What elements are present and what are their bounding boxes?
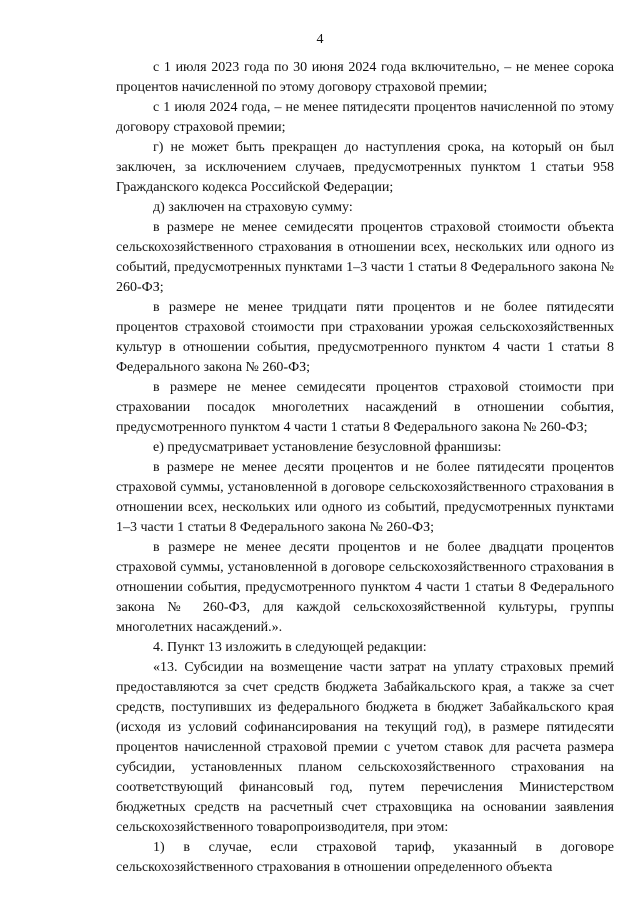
paragraph: в размере не менее десяти процентов и не более пятидесяти процентов страховой суммы, установленной в договоре сельскохозяйственного страхования в отношении всех, нескольких или одного из событий, предусмотренных пунктами 1–3 части 1 статьи 8 Федерального закона № 260-ФЗ; xyxy=(116,460,614,535)
paragraph: в размере не менее семидесяти процентов страховой стоимости объекта сельскохозяйственного страхования в отношении всех, нескольких или одного из событий, предусмотренных пунктами 1–3 части 1 статьи 8 Федерального закона № 260-ФЗ; xyxy=(116,220,614,295)
paragraph: в размере не менее десяти процентов и не более двадцати процентов страховой суммы, установленной в договоре сельскохозяйственного страхования в отношении события, предусмотренного пунктом 4 части 1 статьи 8 Федерального закона № 260-ФЗ, для каждой сельскохозяйственной культуры, группы многолетних насаждений.». xyxy=(116,540,614,635)
paragraph: с 1 июля 2023 года по 30 июня 2024 года включительно, – не менее сорока процентов начисленной по этому договору страховой премии; xyxy=(116,60,614,95)
paragraph: е) предусматривает установление безусловной франшизы: xyxy=(153,440,502,455)
paragraph: 1) в случае, если страховой тариф, указанный в договоре сельскохозяйственного страхования в отношении определенного объекта xyxy=(116,840,614,875)
paragraph: с 1 июля 2024 года, – не менее пятидесяти процентов начисленной по этому договору страховой премии; xyxy=(116,100,614,135)
paragraph: в размере не менее тридцати пяти процентов и не более пятидесяти процентов страховой стоимости при страховании урожая сельскохозяйственных культур в отношении события, предусмотренного пунктом 4 части 1 статьи 8 Федерального закона № 260-ФЗ; xyxy=(116,300,614,375)
paragraph: г) не может быть прекращен до наступления срока, на который он был заключен, за исключением случаев, предусмотренных пунктом 1 статьи 958 Гражданского кодекса Российской Федерации; xyxy=(116,140,614,195)
paragraph: 4. Пункт 13 изложить в следующей редакции: xyxy=(153,640,427,655)
paragraph: «13. Субсидии на возмещение части затрат на уплату страховых премий предоставляются за счет средств бюджета Забайкальского края, а также за счет средств, поступивших из федерального бюджета в бюджет Забайкальского края (исходя из условий софинансирования на текущий год), в размере пятидесяти процентов начисленной страховой премии с учетом ставок для расчета размера субсидии, установленных планом сельскохозяйственного страхования на соответствующий финансовый год, путем перечисления Министерством бюджетных средств на расчетный счет страховщика на основании заявления сельскохозяйственного товаропроизводителя, при этом: xyxy=(116,660,614,835)
paragraph: в размере не менее семидесяти процентов страховой стоимости при страховании посадок многолетних насаждений в отношении события, предусмотренного пунктом 4 части 1 статьи 8 Федерального закона № 260-ФЗ; xyxy=(116,380,614,435)
page-number: 4 xyxy=(316,32,324,47)
paragraph: д) заключен на страховую сумму: xyxy=(153,200,353,215)
